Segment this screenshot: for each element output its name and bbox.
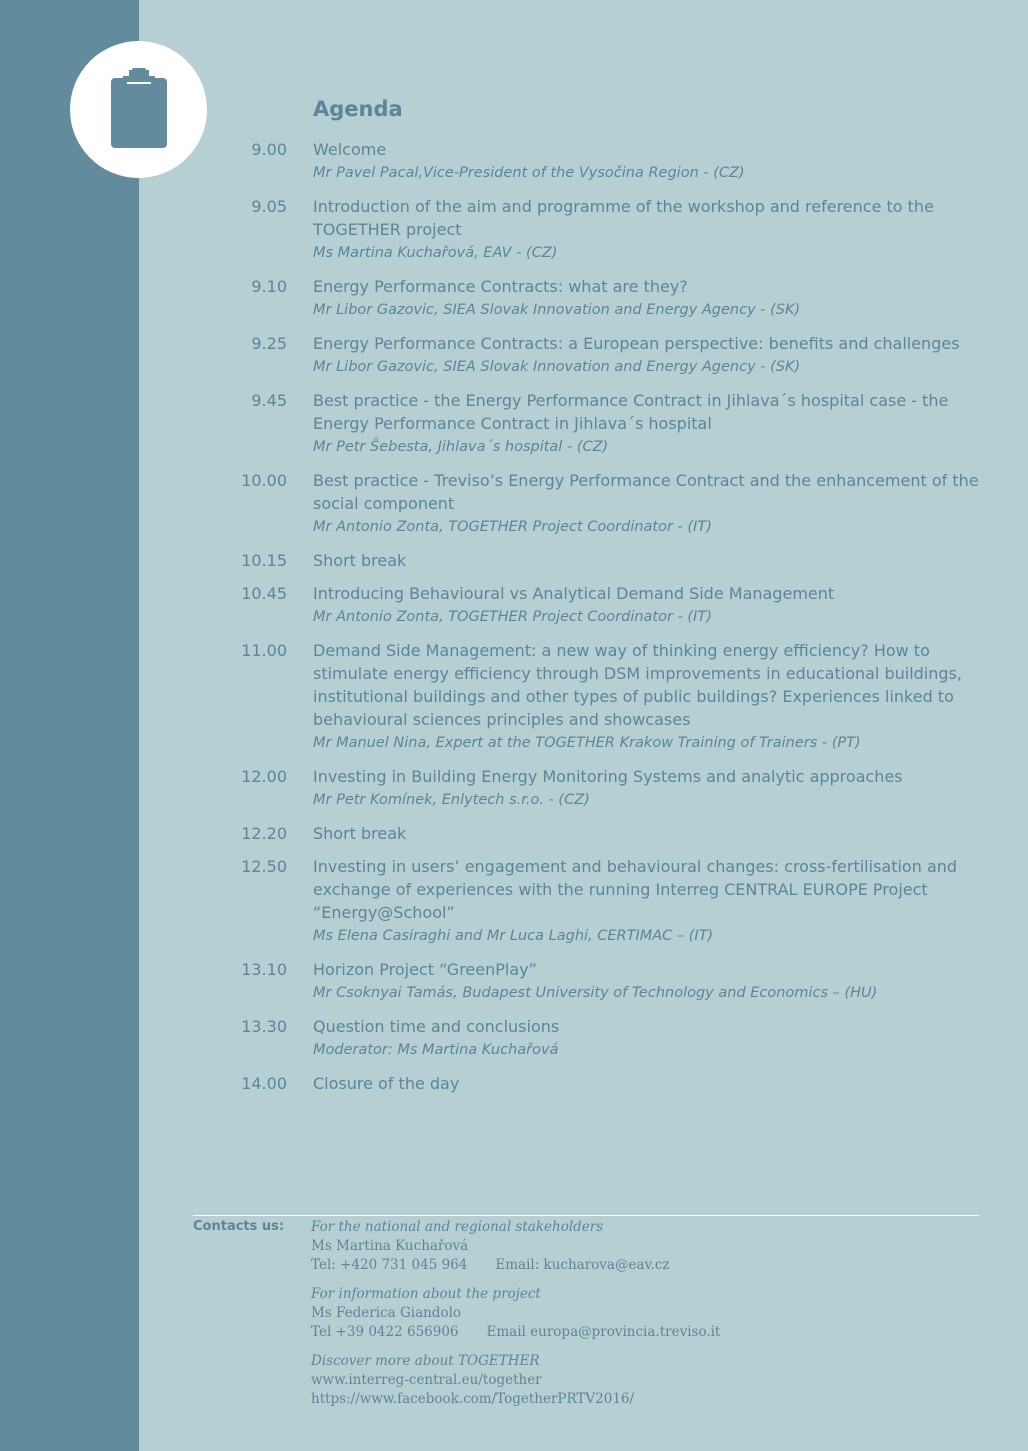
agenda-time: 10.45 [241,584,287,603]
agenda-time: 9.25 [251,334,287,353]
agenda-time: 14.00 [241,1074,287,1093]
agenda-topic: Closure of the day [313,1074,460,1093]
badge-circle [70,41,207,178]
sidebar-band [0,0,139,1451]
agenda-time: 12.50 [241,857,287,876]
agenda-content [313,275,983,322]
agenda-item [200,822,990,845]
agenda-item [200,765,990,812]
agenda-item [200,275,990,322]
agenda-content [313,582,983,629]
contact-national-name: Ms Martina Kuchařová [311,1238,469,1254]
agenda-topic: Energy Performance Contracts: what are they? [313,277,688,296]
agenda-time: 10.00 [241,471,287,490]
agenda-speaker: Ms Martina Kuchařová, EAV - (CZ) [313,245,558,261]
agenda-time: 13.10 [241,960,287,979]
agenda-topic: Investing in Building Energy Monitoring Systems and analytic approaches [313,767,903,786]
contact-project [311,1285,971,1342]
clipboard-icon [109,68,169,152]
agenda-content [313,332,983,379]
agenda-item [200,1015,990,1062]
contact-project-email[interactable]: Email europa@provincia.treviso.it [486,1324,721,1340]
agenda-speaker: Moderator: Ms Martina Kuchařová [313,1042,559,1058]
agenda-item [200,855,990,948]
agenda-content [313,469,983,539]
agenda-time: 9.10 [251,277,287,296]
contact-national-heading: For the national and regional stakeholders [311,1219,604,1235]
contact-national-tel: Tel: +420 731 045 964 [311,1257,468,1273]
website-link[interactable]: www.interreg-central.eu/together [311,1372,542,1388]
agenda-speaker: Mr Libor Gazovic, SIEA Slovak Innovation and Energy Agency - (SK) [313,359,801,375]
agenda-time: 13.30 [241,1017,287,1036]
agenda-speaker: Mr Manuel Nina, Expert at the TOGETHER Krakow Training of Trainers - (PT) [313,735,861,751]
agenda-topic: Introduction of the aim and programme of the workshop and reference to the TOGETHER project [313,197,934,239]
agenda-content [313,1072,983,1095]
agenda-content [313,822,983,845]
agenda-content [313,195,983,265]
agenda-speaker: Mr Antonio Zonta, TOGETHER Project Coordinator - (IT) [313,519,712,535]
agenda-time: 12.00 [241,767,287,786]
agenda-item [200,639,990,755]
agenda-topic: Introducing Behavioural vs Analytical Demand Side Management [313,584,835,603]
agenda-content [313,549,983,572]
agenda-item [200,138,990,185]
agenda-speaker: Mr Pavel Pacal,Vice-President of the Vysočina Region - (CZ) [313,165,745,181]
agenda-item [200,1072,990,1095]
agenda-speaker: Mr Petr Ŝebesta, Jihlava´s hospital - (CZ) [313,439,609,455]
agenda-topic: Question time and conclusions [313,1017,560,1036]
agenda-time: 12.20 [241,824,287,843]
agenda-time: 9.05 [251,197,287,216]
agenda-content [313,855,983,948]
agenda-time: 10.15 [241,551,287,570]
agenda-topic: Horizon Project “GreenPlay” [313,960,537,979]
agenda-content [313,389,983,459]
agenda-speaker: Ms Elena Casiraghi and Mr Luca Laghi, CERTIMAC – (IT) [313,928,714,944]
agenda-topic: Demand Side Management: a new way of thinking energy efficiency? How to stimulate energy efficiency through DSM improvements in educational buildings, institutional buildings and other types of public buildings? Experiences linked to behavioural sciences principles and showcases [313,641,962,729]
contact-more-heading: Discover more about TOGETHER [311,1353,540,1369]
contact-more [311,1352,971,1409]
agenda-title: Agenda [313,97,403,121]
agenda-content [313,958,983,1005]
agenda-speaker: Mr Csoknyai Tamás, Budapest University of Technology and Economics – (HU) [313,985,878,1001]
agenda-topic: Short break [313,551,407,570]
agenda-speaker: Mr Petr Komínek, Enlytech s.r.o. - (CZ) [313,792,590,808]
agenda-content [313,138,983,185]
agenda-topic: Best practice - the Energy Performance Contract in Jihlava´s hospital case - the Energy Performance Contract in Jihlava´s hospital [313,391,949,433]
agenda-topic: Best practice - Treviso’s Energy Performance Contract and the enhancement of the social component [313,471,979,513]
agenda-item [200,195,990,265]
contacts-section [311,1218,971,1419]
facebook-link[interactable]: https://www.facebook.com/TogetherPRTV2016/ [311,1391,635,1407]
agenda-item [200,389,990,459]
agenda-item [200,332,990,379]
agenda-list [200,138,990,1105]
contacts-label: Contacts us: [193,1219,285,1234]
agenda-item [200,469,990,539]
agenda-topic: Energy Performance Contracts: a European perspective: benefits and challenges [313,334,960,353]
agenda-content [313,1015,983,1062]
agenda-topic: Welcome [313,140,387,159]
contacts-divider [193,1215,979,1216]
agenda-topic: Short break [313,824,407,843]
contact-project-name: Ms Federica Giandolo [311,1305,462,1321]
contact-national [311,1218,971,1275]
agenda-content [313,765,983,812]
agenda-item [200,582,990,629]
contact-project-tel: Tel +39 0422 656906 [311,1324,459,1340]
agenda-time: 9.45 [251,391,287,410]
agenda-time: 9.00 [251,140,287,159]
agenda-speaker: Mr Antonio Zonta, TOGETHER Project Coordinator - (IT) [313,609,712,625]
agenda-item [200,549,990,572]
agenda-speaker: Mr Libor Gazovic, SIEA Slovak Innovation and Energy Agency - (SK) [313,302,801,318]
contact-project-heading: For information about the project [311,1286,541,1302]
contact-national-email[interactable]: Email: kucharova@eav.cz [495,1257,670,1273]
agenda-item [200,958,990,1005]
agenda-content [313,639,983,755]
agenda-topic: Investing in users’ engagement and behavioural changes: cross-fertilisation and exchange of experiences with the running Interreg CENTRAL EUROPE Project “Energy@School” [313,857,958,922]
agenda-time: 11.00 [241,641,287,660]
